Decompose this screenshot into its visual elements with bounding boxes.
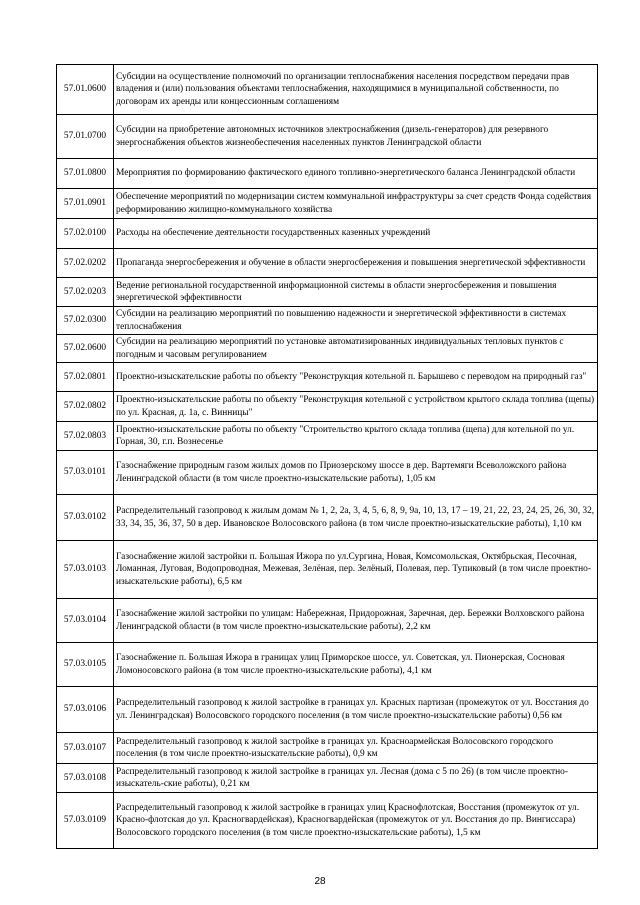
code-cell: 57.02.0202 [57, 249, 114, 278]
table-row [57, 733, 598, 764]
table-row [57, 363, 598, 392]
table-row [57, 219, 598, 249]
code-cell: 57.03.0102 [57, 495, 114, 541]
description-cell: Проектно-изыскательские работы по объекту "Строительство крытого склада топлива (щепа) для котельной по ул. Горная, 30, г.п. Вознесенье [114, 422, 598, 451]
description-cell: Газоснабжение природным газом жилых домов по Приозерскому шоссе в дер. Вартемяги Всеволожского района Ленинградской области (в том числе проектно-изыскательские работы), 1,05 км [114, 451, 598, 495]
code-cell: 57.02.0100 [57, 219, 114, 249]
description-cell: Обеспечение мероприятий по модернизации систем коммунальной инфраструктуры за счет средств Фонда содействия реформированию жилищно-коммунального хозяйства [114, 189, 598, 219]
table-row [57, 115, 598, 159]
table-row [57, 599, 598, 643]
page-number: 28 [314, 876, 326, 887]
description-cell: Газоснабжение жилой застройки п. Большая Ижора по ул.Сургина, Новая, Комсомольская, Октябрьская, Песочная, Ломанная, Луговая, Водопроводная, Межевая, Зелёная, пер. Зелёный, Полевая, пер. Тупиковый (в том числе проектно-изыскательские работы), 6,5 км [114, 541, 598, 599]
budget-codes-table [56, 64, 598, 849]
description-cell: Распределительный газопровод к жилой застройке в границах ул. Лесная (дома с 5 по 26) (в том числе проектно-изыскатель-ские работы), 0,21 км [114, 764, 598, 793]
description-cell: Распределительный газопровод к жилым домам № 1, 2, 2а, 3, 4, 5, 6, 8, 9, 9а, 10, 13, 17 – 19, 21, 22, 23, 24, 25, 26, 30, 32, 33, 34, 35, 36, 37, 50 в дер. Ивановское Волосовского района (в том числе проектно-изыскательские работы), 1,10 км [114, 495, 598, 541]
description-cell: Газоснабжение жилой застройки по улицам: Набережная, Придорожная, Заречная, дер. Бережки Волховского района Ленинградской области (в том числе проектно-изыскательские работы), 2,2 км [114, 599, 598, 643]
table-row [57, 764, 598, 793]
table-row [57, 793, 598, 849]
table-row [57, 65, 598, 115]
code-cell: 57.01.0600 [57, 65, 114, 115]
table-row [57, 392, 598, 422]
code-cell: 57.01.0700 [57, 115, 114, 159]
code-cell: 57.02.0203 [57, 278, 114, 307]
code-cell: 57.02.0600 [57, 335, 114, 363]
table-row [57, 451, 598, 495]
description-cell: Газоснабжение п. Большая Ижора в границах улиц Приморское шоссе, ул. Советская, ул. Пионерская, Сосновая Ломоносовского района (в том числе проектно-изыскательские работы), 4,1 км [114, 643, 598, 687]
table-row [57, 278, 598, 307]
code-cell: 57.02.0801 [57, 363, 114, 392]
description-cell: Распределительный газопровод к жилой застройке в границах улиц Краснофлотская, Восстания (промежуток от ул. Красно-флотская до ул. Красногвардейская), Красногвардейская (промежуток от ул. Восстания до пр. Вингиссара) Волосовского городского поселения (в том числе проектно-изыскательские работы), 1,5 км [114, 793, 598, 849]
description-cell: Ведение региональной государственной информационной системы в области энергосбережения и повышения энергетической эффективности [114, 278, 598, 307]
table-row [57, 189, 598, 219]
description-cell: Распределительный газопровод к жилой застройке в границах ул. Красноармейская Волосовского городского поселения (в том числе проектно-изыскательские работы), 0,9 км [114, 733, 598, 764]
code-cell: 57.03.0101 [57, 451, 114, 495]
description-cell: Субсидии на реализацию мероприятий по установке автоматизированных индивидуальных тепловых пунктов с погодным и часовым регулированием [114, 335, 598, 363]
description-cell: Проектно-изыскательские работы по объекту "Реконструкция котельной п. Барышево с переводом на природный газ" [114, 363, 598, 392]
table-row [57, 307, 598, 335]
code-cell: 57.03.0103 [57, 541, 114, 599]
code-cell: 57.03.0106 [57, 687, 114, 733]
table-row [57, 643, 598, 687]
table-row [57, 541, 598, 599]
description-cell: Пропаганда энергосбережения и обучение в области энергосбережения и повышения энергетической эффективности [114, 249, 598, 278]
code-cell: 57.03.0107 [57, 733, 114, 764]
code-cell: 57.02.0802 [57, 392, 114, 422]
description-cell: Проектно-изыскательские работы по объекту "Реконструкция котельной с устройством крытого склада топлива (щепы) по ул. Красная, д. 1а, с. Винницы" [114, 392, 598, 422]
description-cell: Субсидии на осуществление полномочий по организации теплоснабжения населения посредством передачи прав владения и (или) пользования объектами теплоснабжения, находящимися в муниципальной собственности, по договорам их аренды или концессионным соглашениям [114, 65, 598, 115]
description-cell: Мероприятия по формированию фактического единого топливно-энергетического баланса Ленинградской области [114, 159, 598, 189]
description-cell: Субсидии на реализацию мероприятий по повышению надежности и энергетической эффективности в системах теплоснабжения [114, 307, 598, 335]
description-cell: Расходы на обеспечение деятельности государственных казенных учреждений [114, 219, 598, 249]
code-cell: 57.03.0105 [57, 643, 114, 687]
code-cell: 57.03.0108 [57, 764, 114, 793]
description-cell: Субсидии на приобретение автономных источников электроснабжения (дизель-генераторов) для резервного энергоснабжения объектов жизнеобеспечения населенных пунктов Ленинградской области [114, 115, 598, 159]
code-cell: 57.02.0300 [57, 307, 114, 335]
description-cell: Распределительный газопровод к жилой застройке в границах ул. Красных партизан (промежуток от ул. Восстания до ул. Ленинградская) Волосовского городского поселения (в том числе проектно-изыскательские работы) 0,56 км [114, 687, 598, 733]
table-row [57, 249, 598, 278]
table-row [57, 687, 598, 733]
code-cell: 57.01.0901 [57, 189, 114, 219]
table-row [57, 495, 598, 541]
code-cell: 57.03.0104 [57, 599, 114, 643]
code-cell: 57.01.0800 [57, 159, 114, 189]
code-cell: 57.03.0109 [57, 793, 114, 849]
table-row [57, 335, 598, 363]
code-cell: 57.02.0803 [57, 422, 114, 451]
table-row [57, 422, 598, 451]
table-row [57, 159, 598, 189]
